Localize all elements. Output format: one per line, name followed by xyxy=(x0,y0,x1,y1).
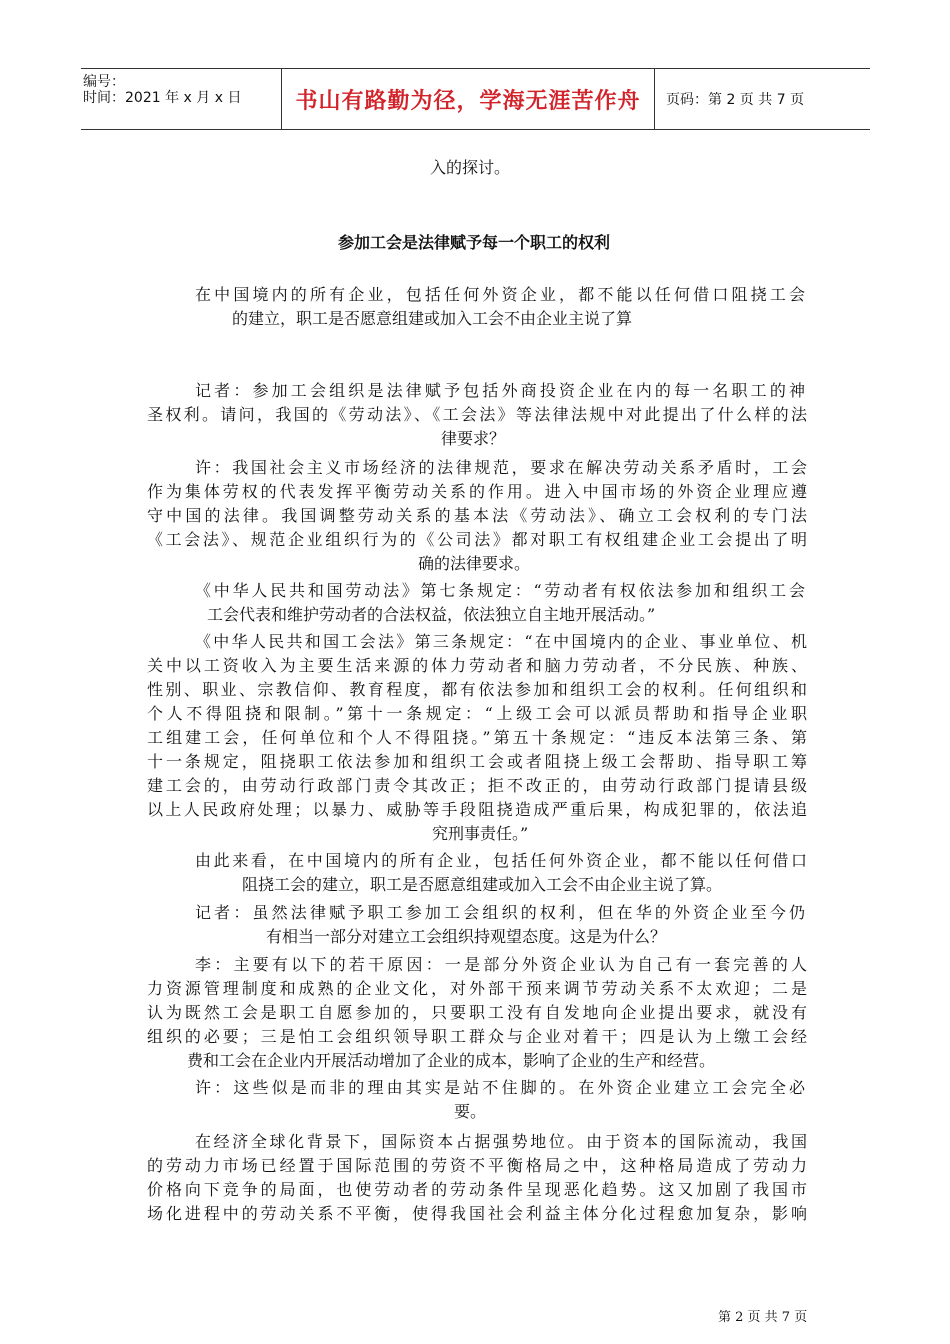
body-line: 个人不得阻挠和限制。”第十一条规定：“上级工会可以派员帮助和指导企业职 xyxy=(147,704,807,723)
body-line: 价格向下竞争的局面，也使劳动者的劳动条件呈现恶化趋势。这又加剧了我国市 xyxy=(147,1180,807,1199)
body-line: 性别、职业、宗教信仰、教育程度，都有依法参加和组织工会的权利。任何组织和 xyxy=(147,680,807,699)
serial-label: 编号： xyxy=(83,74,125,90)
body-line: 以上人民政府处理；以暴力、威胁等手段阻挠造成严重后果，构成犯罪的，依法追 xyxy=(147,800,807,819)
body-line: 律要求？ xyxy=(441,429,506,448)
body-line: 记者：虽然法律赋予职工参加工会组织的权利，但在华的外资企业至今仍 xyxy=(195,903,805,922)
footer-page-number: 第 2 页 共 7 页 xyxy=(718,1310,808,1325)
body-line: 力资源管理制度和成熟的企业文化，对外部干预来调节劳动关系不太欢迎；二是 xyxy=(147,979,807,998)
body-line: 圣权利。请问，我国的《劳动法》、《工会法》等法律法规中对此提出了什么样的法 xyxy=(147,405,807,424)
body-line: 工会代表和维护劳动者的合法权益，依法独立自主地开展活动。” xyxy=(207,605,656,624)
body-line: 工组建工会，任何单位和个人不得阻挠。”第五十条规定：“违反本法第三条、第 xyxy=(147,728,807,747)
header-meta xyxy=(81,69,281,129)
header-page-number: 页码：第 2 页 共 7 页 xyxy=(666,92,805,108)
body-line: 《中华人民共和国劳动法》第七条规定：“劳动者有权依法参加和组织工会 xyxy=(195,581,805,600)
body-line: 记者：参加工会组织是法律赋予包括外商投资企业在内的每一名职工的神 xyxy=(195,381,805,400)
body-line: 阻挠工会的建立，职工是否愿意组建或加入工会不由企业主说了算。 xyxy=(242,875,723,894)
body-line: 确的法律要求。 xyxy=(418,554,531,573)
section-title: 参加工会是法律赋予每一个职工的权利 xyxy=(338,233,611,252)
body-line: 守中国的法律。我国调整劳动关系的基本法《劳动法》、确立工会权利的专门法 xyxy=(147,506,807,525)
body-line: 《工会法》、规范企业组织行为的《公司法》都对职工有权组建企业工会提出了明 xyxy=(147,530,807,549)
body-line: 许：我国社会主义市场经济的法律规范，要求在解决劳动关系矛盾时，工会 xyxy=(195,458,807,477)
body-line: 在经济全球化背景下，国际资本占据强势地位。由于资本的国际流动，我国 xyxy=(195,1132,807,1151)
body-line: 建工会的，由劳动行政部门责令其改正；拒不改正的，由劳动行政部门提请县级 xyxy=(147,776,807,795)
body-line: 的劳动力市场已经置于国际范围的劳资不平衡格局之中，这种格局造成了劳动力 xyxy=(147,1156,807,1175)
body-line: 场化进程中的劳动关系不平衡，使得我国社会利益主体分化过程愈加复杂，影响 xyxy=(147,1204,807,1223)
body-line: 要。 xyxy=(454,1102,487,1121)
subtitle-line: 的建立，职工是否愿意组建或加入工会不由企业主说了算 xyxy=(232,309,633,328)
header-motto-cell xyxy=(281,69,655,129)
subtitle-line: 在中国境内的所有企业，包括任何外资企业，都不能以任何借口阻挠工会 xyxy=(195,285,805,304)
body-line: 组织的必要；三是怕工会组织领导职工群众与企业对着干；四是认为上缴工会经 xyxy=(147,1027,807,1046)
motto-text: 书山有路勤为径，学海无涯苦作舟 xyxy=(295,88,641,114)
body-line: 《中华人民共和国工会法》第三条规定：“在中国境内的企业、事业单位、机 xyxy=(195,632,807,651)
intro-tail: 入的探讨。 xyxy=(430,158,511,177)
body-line: 作为集体劳权的代表发挥平衡劳动关系的作用。进入中国市场的外资企业理应遵 xyxy=(147,482,807,501)
date-line: 时间：2021 年 x 月 x 日 xyxy=(83,90,242,106)
page-header xyxy=(81,68,870,130)
body-line: 许：这些似是而非的理由其实是站不住脚的。在外资企业建立工会完全必 xyxy=(195,1078,805,1097)
body-line: 认为既然工会是职工自愿参加的，只要职工没有自发地向企业提出要求，就没有 xyxy=(147,1003,807,1022)
body-line: 费和工会在企业内开展活动增加了企业的成本，影响了企业的生产和经营。 xyxy=(187,1051,716,1070)
body-line: 李：主要有以下的若干原因：一是部分外资企业认为自己有一套完善的人 xyxy=(195,955,807,974)
body-line: 有相当一部分对建立工会组织持观望态度。这是为什么？ xyxy=(266,927,667,946)
body-line: 由此来看，在中国境内的所有企业，包括任何外资企业，都不能以任何借口 xyxy=(195,851,807,870)
body-line: 关中以工资收入为主要生活来源的体力劳动者和脑力劳动者，不分民族、种族、 xyxy=(147,656,807,675)
body-line: 十一条规定，阻挠职工依法参加和组织工会或者阻挠上级工会帮助、指导职工筹 xyxy=(147,752,807,771)
body-line: 究刑事责任。” xyxy=(432,824,529,843)
